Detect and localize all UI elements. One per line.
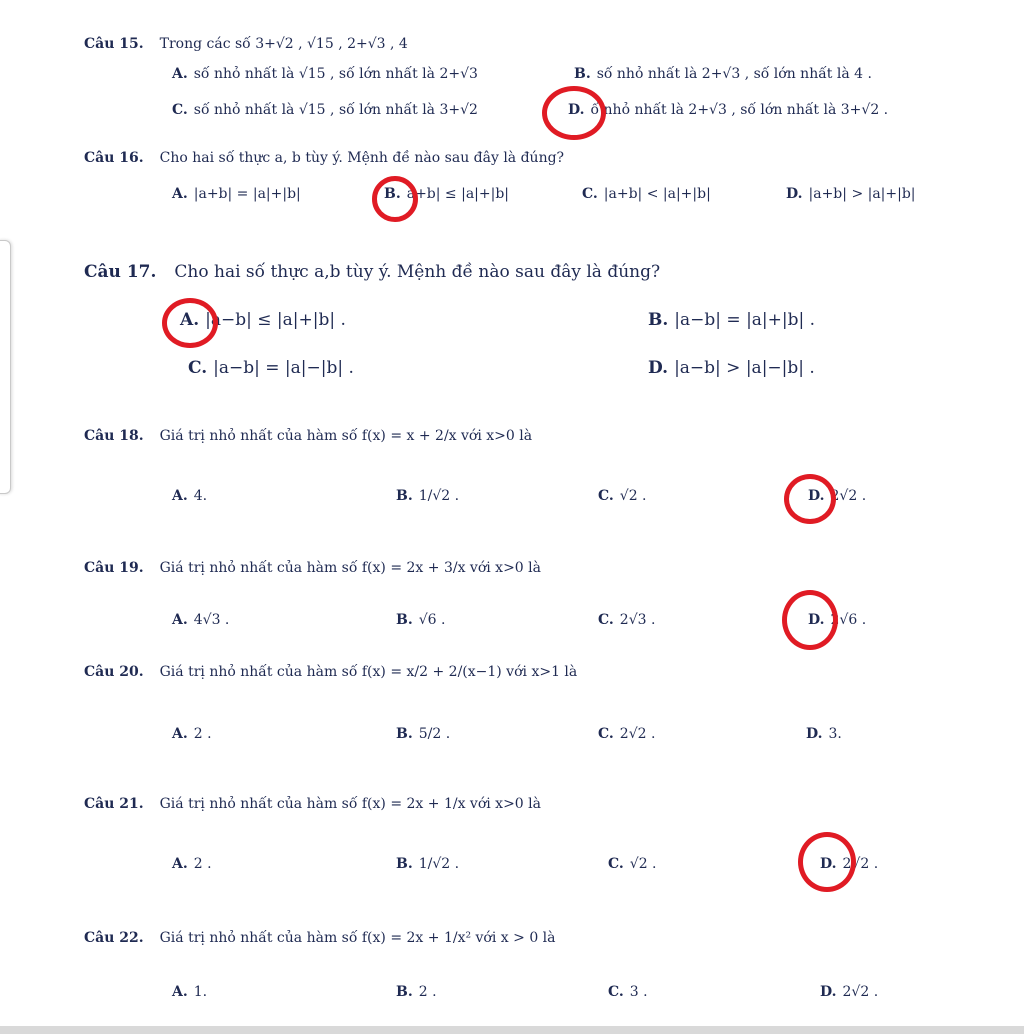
q21-option-a[interactable]: A. 2 . [172,856,212,872]
q15-option-a[interactable]: A. số nhỏ nhất là √15 , số lớn nhất là 2+√3 [172,66,478,82]
question-number: Câu 21. [84,796,144,812]
question-stem: Cho hai số thực a, b tùy ý. Mệnh đề nào sau đây là đúng? [159,150,565,166]
q20-option-a[interactable]: A. 2 . [172,726,212,742]
question-number: Câu 20. [84,664,144,680]
q20-option-b[interactable]: B. 5/2 . [396,726,451,742]
q18-option-c[interactable]: C. √2 . [598,488,647,504]
q17-option-d[interactable]: D. |a−b| > |a|−|b| . [648,358,815,378]
q17-option-a[interactable]: A. |a−b| ≤ |a|+|b| . [180,310,346,330]
bottom-divider [0,1026,1024,1034]
question-stem: Giá trị nhỏ nhất của hàm số f(x) = 2x + 1/x với x>0 là [159,796,541,812]
q16-option-d[interactable]: D. |a+b| > |a|+|b| [786,186,916,202]
question-20-title [84,664,577,680]
q16-option-c[interactable]: C. |a+b| < |a|+|b| [582,186,711,202]
q15-option-b[interactable]: B. số nhỏ nhất là 2+√3 , số lớn nhất là 4 . [574,66,872,82]
answer-circle-q16 [372,176,418,222]
q19-option-b[interactable]: B. √6 . [396,612,446,628]
question-16-title [84,150,564,166]
question-stem: Giá trị nhỏ nhất của hàm số f(x) = 2x + 3/x với x>0 là [159,560,541,576]
question-15-title [84,36,408,52]
q20-option-c[interactable]: C. 2√2 . [598,726,656,742]
q20-option-d[interactable]: D. 3. [806,726,842,742]
question-17-title [84,262,660,282]
q19-option-a[interactable]: A. 4√3 . [172,612,230,628]
question-21-title [84,796,541,812]
question-stem: Giá trị nhỏ nhất của hàm số f(x) = x + 2/x với x>0 là [159,428,533,444]
q19-option-c[interactable]: C. 2√3 . [598,612,656,628]
side-scroll-tab[interactable] [0,240,11,494]
q18-option-d[interactable]: D. 2√2 . [808,488,867,504]
question-18-title [84,428,532,444]
q22-option-d[interactable]: D. 2√2 . [820,984,879,1000]
question-number: Câu 18. [84,428,144,444]
q21-option-d[interactable]: D. 2√2 . [820,856,879,872]
q18-option-a[interactable]: A. 4. [172,488,208,504]
q21-option-b[interactable]: B. 1/√2 . [396,856,460,872]
q17-option-b[interactable]: B. |a−b| = |a|+|b| . [648,310,816,330]
question-number: Câu 22. [84,930,144,946]
q15-option-d[interactable]: D. ố nhỏ nhất là 2+√3 , số lớn nhất là 3+√2 . [568,102,889,118]
question-number: Câu 16. [84,150,144,166]
question-number: Câu 15. [84,36,144,52]
question-number: Câu 17. [84,262,157,282]
question-22-title [84,930,556,946]
answer-circle-q15 [542,86,606,140]
answer-circle-q21 [798,832,856,892]
q16-option-a[interactable]: A. |a+b| = |a|+|b| [172,186,301,202]
question-number: Câu 19. [84,560,144,576]
question-stem: Trong các số 3+√2 , √15 , 2+√3 , 4 [159,36,408,52]
answer-circle-q17 [162,298,218,348]
question-19-title [84,560,541,576]
question-stem: Giá trị nhỏ nhất của hàm số f(x) = 2x + 1/x² với x > 0 là [159,930,556,946]
q21-option-c[interactable]: C. √2 . [608,856,657,872]
answer-circle-q19 [782,590,838,650]
q15-option-c[interactable]: C. số nhỏ nhất là √15 , số lớn nhất là 3+√2 [172,102,478,118]
q19-option-d[interactable]: D. 2√6 . [808,612,867,628]
question-stem: Cho hai số thực a,b tùy ý. Mệnh đề nào sau đây là đúng? [174,262,661,282]
q17-option-c[interactable]: C. |a−b| = |a|−|b| . [188,358,354,378]
q18-option-b[interactable]: B. 1/√2 . [396,488,460,504]
q22-option-c[interactable]: C. 3 . [608,984,648,1000]
answer-circle-q18 [784,474,836,524]
q22-option-a[interactable]: A. 1. [172,984,208,1000]
question-stem: Giá trị nhỏ nhất của hàm số f(x) = x/2 + 2/(x−1) với x>1 là [159,664,578,680]
q22-option-b[interactable]: B. 2 . [396,984,437,1000]
q16-option-b[interactable]: B. a+b| ≤ |a|+|b| [384,186,510,202]
